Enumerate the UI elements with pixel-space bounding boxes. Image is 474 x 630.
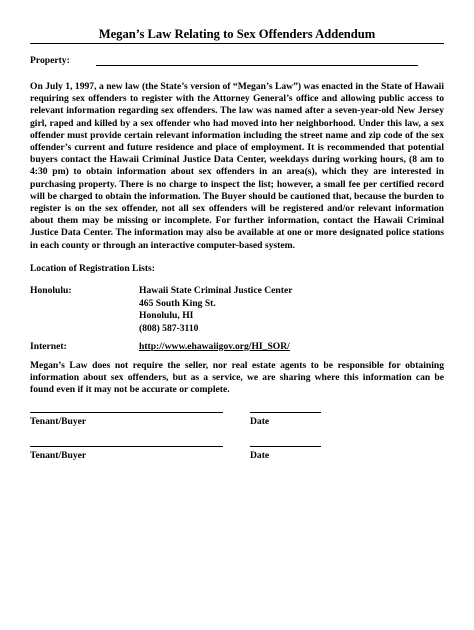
honolulu-phone: (808) 587-3110 (139, 322, 199, 334)
location-heading: Location of Registration Lists: (30, 263, 155, 274)
document-title: Megan’s Law Relating to Sex Offenders Addendum (98, 27, 376, 41)
property-label: Property: (30, 55, 70, 66)
closing-paragraph: Megan’s Law does not require the seller, nor real estate agents to be responsible for obtaining information about sex offenders, but as a service, we are sharing where this information can be found even if it may not be accurate or complete. (30, 360, 444, 396)
intro-paragraph: On July 1, 1997, a new law (the State’s version of “Megan’s Law”) was enacted in the State of Hawaii requiring sex offenders to register with the Attorney General’s office and allowing public access to relevant information regarding sex offenders. The law was named after a seven-year-old New Jersey girl, raped and killed by a sex offender who had moved into her neighborhood. Under this law, a sex offender must provide certain relevant information including the street name and zip code of the sex offender’s current and future residence and place of employment. It is recommended that potential buyers contact the Hawaii Criminal Justice Data Center, weekdays during working hours, (8 am to 4:30 pm) to obtain information about sex offenders in an area(s), which they are interested in purchasing property. There is no charge to inspect the list; however, a small fee per certified record will be charged to obtain the information. The Buyer should be cautioned that, because the burden to register is on the sex offender, not all sex offenders will be registered and/or relevant information about them may be missing or incomplete. For further information, contact the Hawaii Criminal Justice Data Center. The information may also be available at one or more designated police stations in each county or through an interactive computer-based system. (30, 81, 444, 251)
signature-label-2: Tenant/Buyer (30, 450, 87, 461)
date-line-1[interactable] (250, 412, 321, 413)
honolulu-address-line-2: 465 South King St. (139, 297, 216, 309)
honolulu-label: Honolulu: (30, 285, 72, 296)
internet-label: Internet: (30, 341, 67, 352)
signature-line-1[interactable] (30, 412, 223, 413)
honolulu-address-line-3: Honolulu, HI (139, 310, 194, 321)
registry-url-link[interactable]: http://www.ehawaiigov.org/HI_SOR/ (139, 341, 290, 352)
date-label-2: Date (250, 450, 270, 461)
date-line-2[interactable] (250, 446, 321, 447)
honolulu-address-line-1: Hawaii State Criminal Justice Center (139, 285, 293, 296)
title-divider (30, 43, 444, 44)
signature-label-1: Tenant/Buyer (30, 416, 87, 427)
signature-line-2[interactable] (30, 446, 223, 447)
date-label-1: Date (250, 416, 270, 427)
property-field-line[interactable] (96, 65, 418, 66)
